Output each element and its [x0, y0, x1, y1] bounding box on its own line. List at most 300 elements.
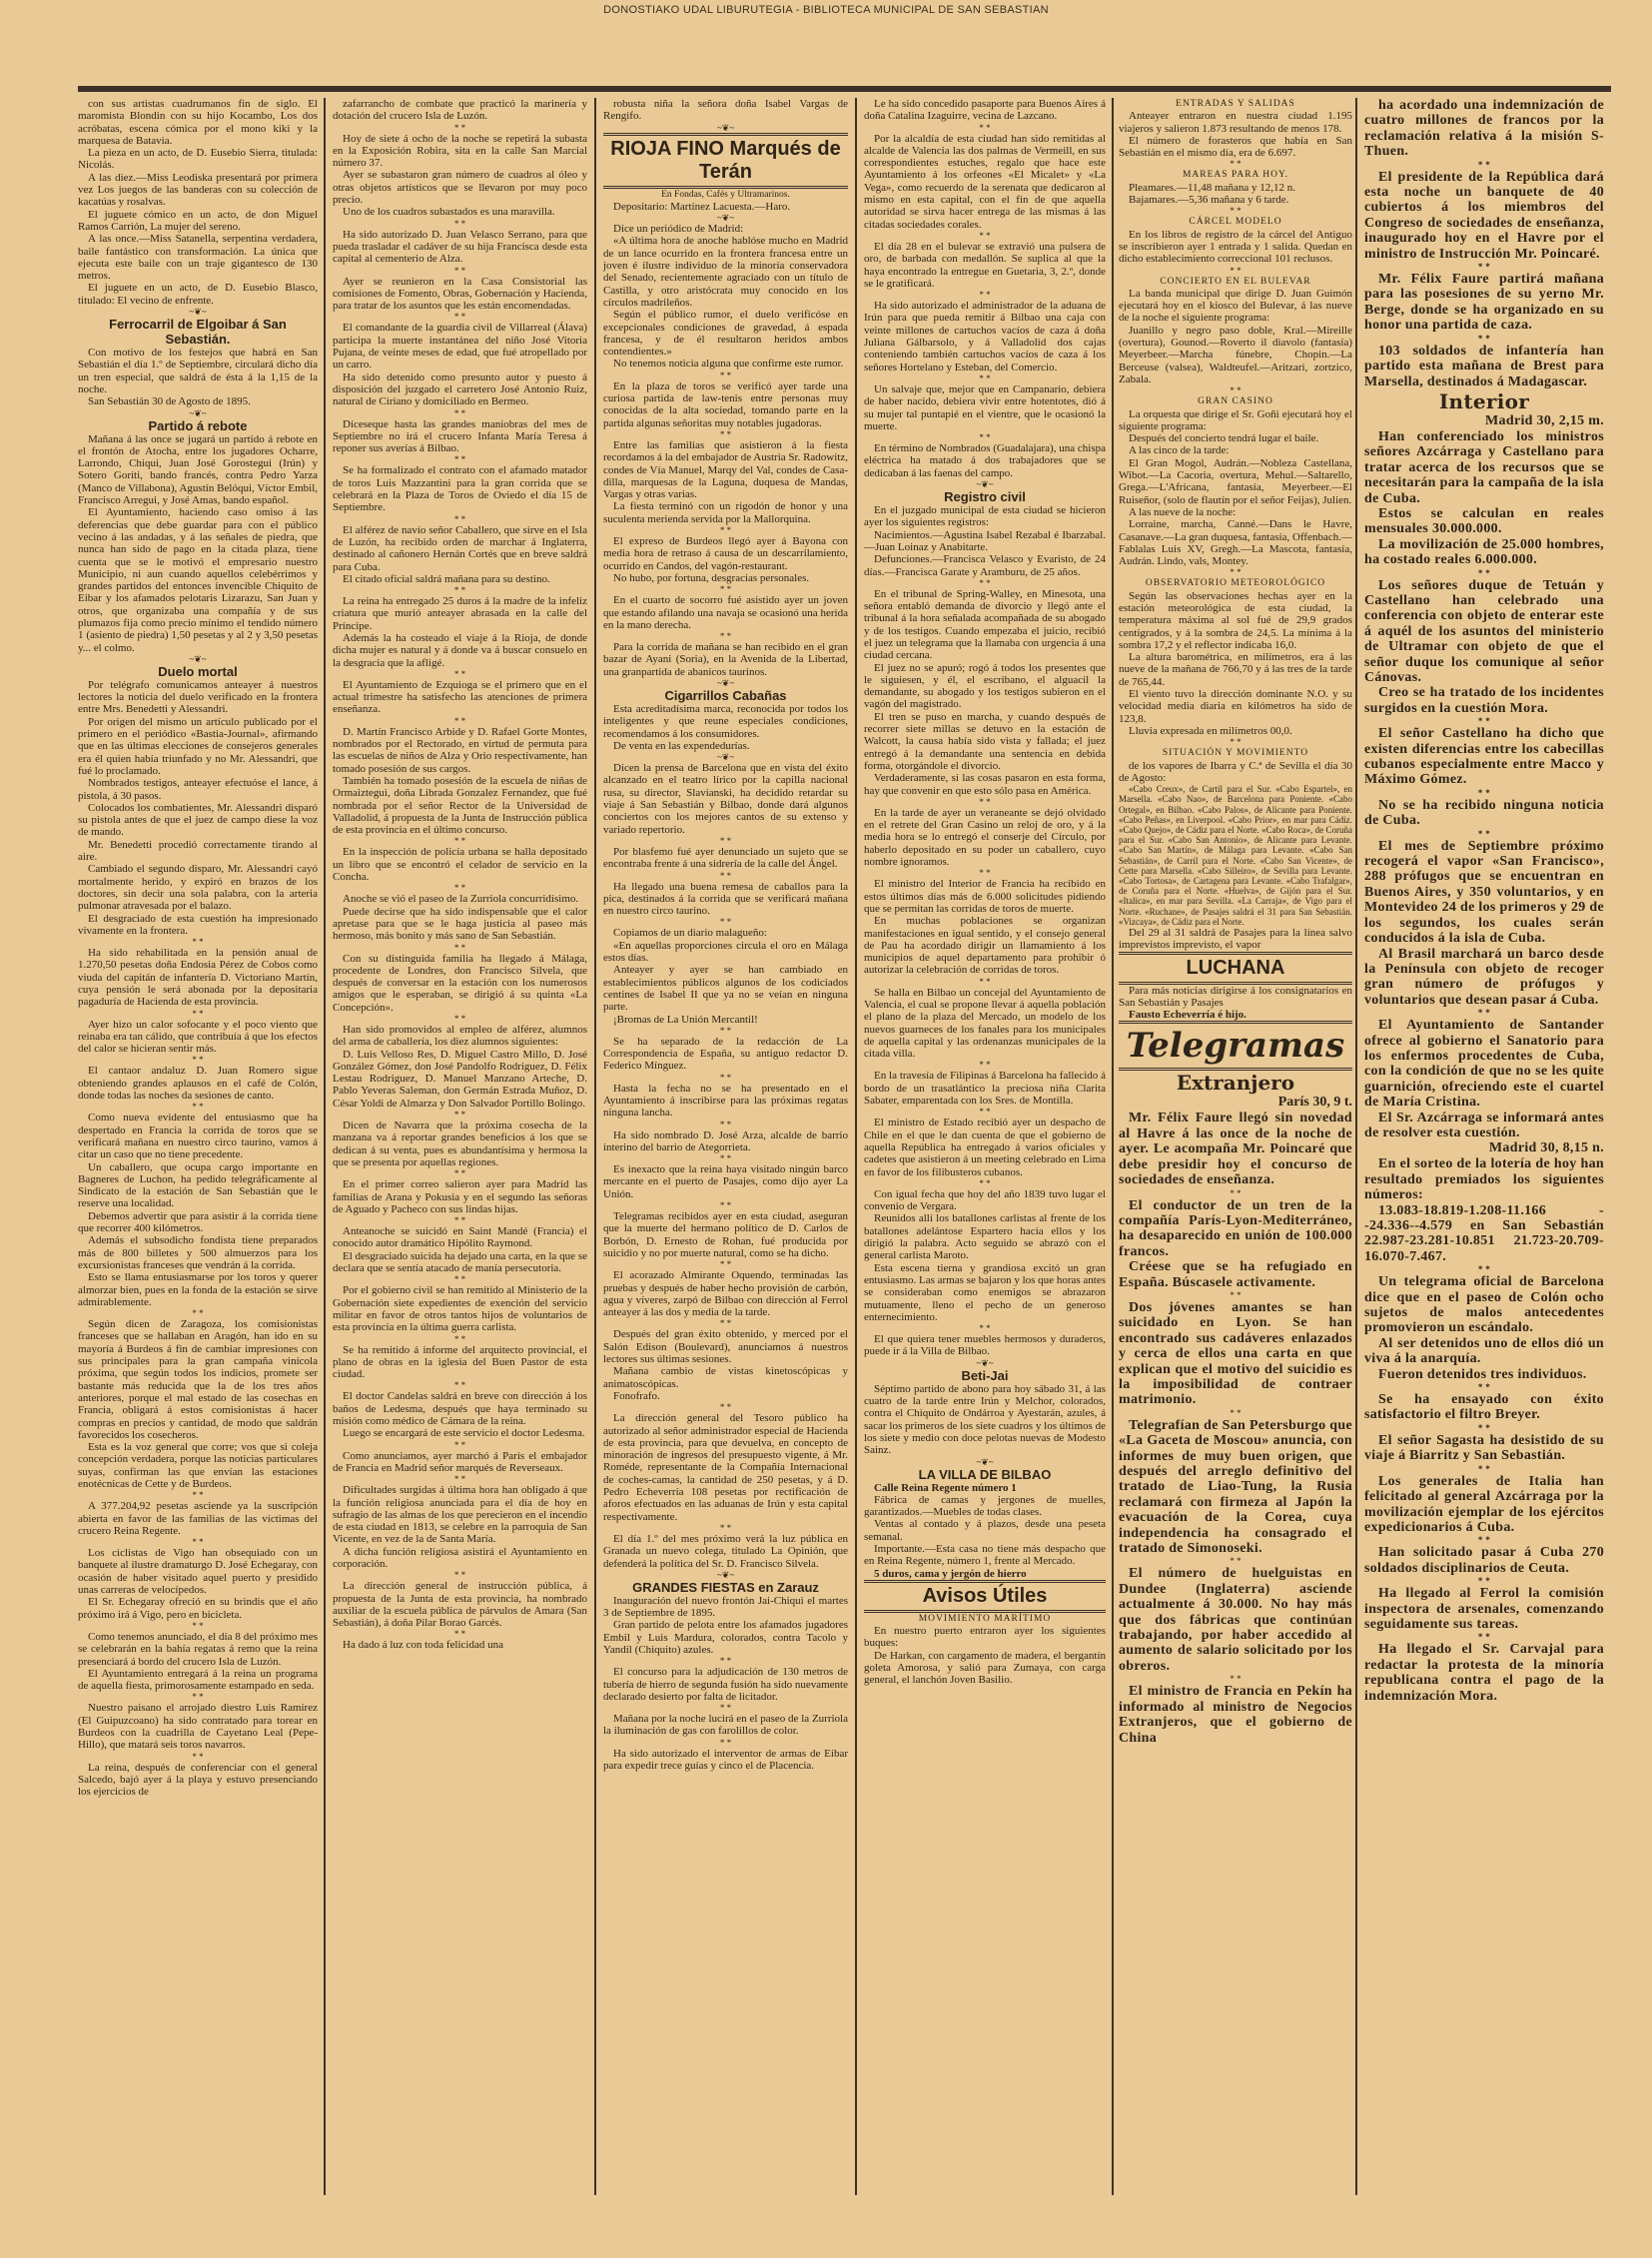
column-1: [78, 98, 318, 1799]
paragraph: El viento tuvo la dirección dominante N.O. y su velocidad media diaria en kilómetros ha sido de 123,8.: [1119, 688, 1352, 725]
ornament-separator: * *: [719, 1072, 732, 1083]
paragraph: Como anunciamos, ayer marchó á París el embajador de Francia en Madrid señor marqués de Reverseaux.: [333, 1449, 587, 1474]
bold-paragraph: No se ha recibido ninguna noticia de Cuba.: [1364, 797, 1604, 829]
ornament-separator: * *: [1230, 567, 1241, 578]
paragraph: Ha sido autorizado D. Juan Velasco Serrano, para que pueda trasladar el cadáver de su hija Francisca desde esta capital al cementerio de Alza.: [333, 228, 587, 266]
paragraph: Además la ha costeado el viaje á la Rioja, de donde dicha mujer es natural y á donde va á buscar consuelo en la desgracia que la afligé.: [333, 631, 587, 669]
paragraph: Los ciclistas de Vigo han obsequiado con un banquete al ilustre dramaturgo D. José Echegaray, con ocasión de haber visitado aquel puerto y presidido unas carreras de velocípedos.: [78, 1547, 318, 1597]
article-heading: Beti-Jai: [961, 1367, 1009, 1383]
ornament-separator: * *: [192, 1102, 204, 1113]
bold-paragraph: Han conferenciado los ministros señores Azcárraga y Castellano para tratar acerca de los recursos que se necesitarán para la campaña de la isla de Cuba.: [1364, 428, 1604, 506]
paragraph: Esta acreditadísima marca, reconocida por todos los inteligentes y que reune especiales condiciones, recomendamos á los consumidores.: [603, 702, 848, 740]
paragraph: El tren se puso en marcha, y cuando después de recorrer siete millas se detuvo en la estación de Walcott, la causa había sido vista y fallada; el juez entregó á la demandante una sentencia en debida forma, otorgándole el divorcio.: [864, 710, 1106, 772]
paragraph: Por el gobierno civil se han remitido al Ministerio de la Gobernación siete expedientes de exención del servicio militar en favor de otros tantos hijos de voluntarios de esta provincia en la última guerra carlista.: [333, 1284, 587, 1334]
paragraph: La altura barométrica, en milímetros, era á las nueve de la mañana de 766,70 y á las tres de la tarde de 765,44.: [1119, 651, 1352, 688]
paragraph: Como tenemos anunciado, el día 8 del próximo mes se celebrarán en la bahía regatas á remo que la reina presenciará á bordo del crucero Isla de Luzón.: [78, 1630, 318, 1668]
ornament-separator: * *: [719, 1200, 732, 1211]
paragraph: Con su distinguida familia ha llegado á Málaga, procedente de Londres, don Francisco Silvela, que después de conversar en la estación con los numerosos amigos que le esperaban, se dirigió á su quinta «La Concepción».: [333, 952, 587, 1014]
paragraph: La reina ha entregado 25 duros á la madre de la infeliz criatura que murió anteayer abrasada en la calle del Príncipe.: [333, 595, 587, 632]
paragraph: En el cuarto de socorro fué asistido ayer un joven que estando afilando una navaja se ocasionó una herida en la mano derecha.: [603, 594, 848, 631]
section-subheading: CONCIERTO EN EL BULEVAR: [1160, 276, 1311, 287]
ornament-separator: ~❦~: [716, 122, 735, 133]
paragraph: Como nueva evidente del entusiasmo que ha despertado en Francia la corrida de toros que se verificará mañana en nuestro circo taurino, vamos á citar un caso que no tiene precedente.: [78, 1112, 318, 1161]
paragraph: con sus artistas cuadrumanos fin de siglo. El maromista Blondin con su hijo Kocambo, Los dos acróbatas, escena cómica por el mono kiki y la marquesa de Batavia.: [78, 98, 318, 147]
paragraph: Por telégrafo comunicamos anteayer á nuestros lectores la noticia del duelo verificado en la frontera entre Mrs. Benedetti y Alessandri.: [78, 678, 318, 716]
dateline: París 30, 9 t.: [1277, 1095, 1352, 1111]
paragraph: La banda municipal que dirige D. Juan Guimón ejecutará hoy en el kiosco del Bulevar, á las nueve de la noche el siguiente programa:: [1119, 287, 1352, 325]
paragraph: D. Luis Velloso Res, D. Miguel Castro Millo, D. José González Gómez, don José Pandolfo Rodriguez, D. Félix Lestau Rodriguez, D. Manuel Manzano Arteche, D. Pablo Yeveras Saleman, don Germán Estrada Muñoz, D. César Yoldi de Almarza y Don Salvador Portillo Bolingo.: [333, 1048, 587, 1110]
ornament-separator: * *: [719, 1522, 732, 1533]
paragraph: Mañana á las once se jugará un partido á rebote en el frontón de Atocha, entre los jugadores Ocharre, Larrondo, Chiqui, Juan José Gorostegui (Irún) y Sotero Goríti, bando francés, contra Pedro Yarza (Manco de Villabona), Agustín Belóqui, Víctor Embil, Francisco Arregui, y José Amas, bando español.: [78, 432, 318, 507]
paragraph: La dirección general del Tesoro público ha autorizado al señor administrador especial de Hacienda de esta provincia, para que devuelva, en concepto de minoración de ingresos del presupuesto vigente, á Mr. Roméde, representante de la Compañía Internacional de coches-camas, la cantidad de 250 pesetas, y á D. Pedro Echeverría 108 pesetas por rectificación de aforos efectuados en las aduanas de Irún y esta capital respectivamente.: [603, 1412, 848, 1523]
paragraph: Mañana por la noche lucirá en el paseo de la Zurriola la iluminación de gas con farolillos de color.: [603, 1713, 848, 1738]
ornament-separator: * *: [719, 835, 732, 846]
paragraph: A las once.—Miss Satanella, serpentina verdadera, baile fantástico con transformación. La única que ejecuta este baile con un traje gigantesco de 130 metros.: [78, 233, 318, 283]
paragraph: Fonofrafo.: [613, 1389, 660, 1402]
column-2: [333, 98, 587, 1652]
paragraph: Ayer se reunieron en la Casa Consistorial las comisiones de Fomento, Obras, Gobernación y Hacienda, para tratar de los asuntos que les están encomendadas.: [333, 275, 587, 313]
paragraph: Inauguración del nuevo frontón Jai-Chiqui el martes 3 de Septiembre de 1895.: [603, 1594, 848, 1620]
paragraph: El doctor Candelas saldrá en breve con dirección á los baños de Ledesma, después que haya terminado su misión como médico de Cámara de la reina.: [333, 1390, 587, 1428]
paragraph: Ha sido rehabilitada en la pensión anual de 1.270,50 pesetas doña Endosia Pérez de Cobos como viuda del capitán de infantería D. Victoriano Martín, cuya pensión le será abonada por la depositaria pagaduría de Hacienda de esta provincia.: [78, 947, 318, 1009]
ornament-separator: * *: [192, 1692, 204, 1703]
ornament-separator: * *: [453, 942, 466, 953]
paragraph: robusta niña la señora doña Isabel Vargas de Rengifo.: [603, 98, 848, 123]
paragraph: No tenemos noticia alguna que confirme este rumor.: [613, 358, 844, 371]
paragraph: En la plaza de toros se verificó ayer tarde una curiosa partida de law-tenis entre personas muy conocidas de la alta sociedad, tomando parte en la partida algunas señoritas muy notables jugadoras.: [603, 379, 848, 429]
paragraph: El Gran Mogol, Audrán.—Nobleza Castellana, Wibot.—La Cacoria, overtura, Mehul.—Saltarello, Grega.—L'Africana, fantasía, Meyerbeer.—El Ruiseñor, (solo de flautín por el señor Feijas), Julien.: [1119, 456, 1352, 506]
bold-paragraph: El presidente de la República dará esta noche un banquete de 40 cubiertos á los miembros del Congreso de sociedades de enseñanza, inaugurado hoy en el Havre por el ministro de Instrucción Mr. Poincaré.: [1364, 169, 1604, 262]
ornament-separator: * *: [192, 1055, 204, 1066]
ornament-separator: * *: [1477, 1422, 1491, 1433]
bold-paragraph: El Ayuntamiento de Santander ofrece al gobierno el Sanatorio para los enfermos procedentes de Cuba, con la condición de que no se les quite guarnición, ofreciendo este el cuartel de María Cristina.: [1364, 1018, 1604, 1111]
ornament-separator: * *: [453, 1570, 466, 1581]
bold-paragraph: El Sr. Azcárraga se informará antes de resolver esta cuestión.: [1364, 1110, 1604, 1140]
paragraph: Esta escena tierna y grandiosa excitó un gran entusiasmo. Las armas se bajaron y los que horas antes se consideraban como enemigos se abrazaron mutuamente, lleno el pecho de un generoso enternecimiento.: [864, 1261, 1106, 1323]
paragraph: Anteanoche se suicidó en Saint Mandé (Francia) el conocido autor dramático Hipólito Raymond.: [333, 1225, 587, 1250]
paragraph: Dicen la prensa de Barcelona que en vista del éxito alcanzado en el teatro lírico por la capilla nacional rusa, su director, Slavianski, ha decidido retardar su viaje á San Sebastián y Bilbao, donde dará algunos conciertos con los mejores cantos de su extenso y variado repertorio.: [603, 762, 848, 836]
dateline: Madrid 30, 8,15 n.: [1488, 1140, 1604, 1156]
paragraph: El juguete cómico en un acto, de don Miguel Ramos Carrión, La mujer del sereno.: [78, 208, 318, 233]
column-divider: [855, 98, 857, 2195]
ornament-separator: * *: [453, 883, 466, 894]
paragraph: Después del gran éxito obtenido, y merced por el Salón Edison (Boulevard), anunciamos á nuestros lectores sus últimas sesiones.: [603, 1328, 848, 1366]
paragraph: El comandante de la guardia civil de Villarreal (Álava) participa la muerte instantánea del niño José Vitoria Pujana, de veinte meses de edad, que fué atropellado por un carro.: [333, 322, 587, 372]
paragraph: Entre las familias que asistieron á la fiesta recordamos á la del embajador de Austria Sr. Radowitz, condes de Vía Manuel, Marqy del Val, condes de Casa-dilla, marquesas de la Laguna, duquesa de Mandas, Vargas y otras varias.: [603, 438, 848, 501]
telegramas-masthead: Telegramas: [1119, 1021, 1352, 1071]
ornament-separator: * *: [1477, 787, 1491, 798]
paragraph: En el tribunal de Spring-Walley, en Minesota, una señora entabló demanda de divorcio y llegó ante el tribunal á la hora señalada acompañada de su abogado y de los testigos. Cuando empezaba el juicio, recibió el juez un telegrama que la llamaba con urgencia á una ciudad cercana.: [864, 587, 1106, 662]
paragraph: A las diez.—Miss Leodiska presentará por primera vez Los juegos de las banderas con su colección de kacatúas y rosalvas.: [78, 171, 318, 209]
column-divider: [1355, 98, 1357, 2195]
paragraph: Se ha separado de la redacción de La Correspondencia de España, su antiguo redactor D. Federico Mínguez.: [603, 1035, 848, 1073]
ornament-separator: * *: [979, 290, 991, 301]
ornament-separator: * *: [719, 370, 732, 380]
paragraph: Le ha sido concedido pasaporte para Buenos Aires á doña Catalina Izaguirre, vecina de Lazcano.: [864, 98, 1106, 123]
ornament-separator: * *: [719, 1737, 732, 1748]
ornament-separator: * *: [719, 917, 732, 928]
paragraph: Ventas al contado y á plazos, desde una peseta semanal.: [864, 1518, 1106, 1543]
ornament-separator: * *: [453, 668, 466, 679]
paragraph: Es inexacto que la reina haya visitado ningún barco mercante en el puerto de Pasajes, como dijo ayer La Unión.: [603, 1163, 848, 1200]
paragraph: El acorazado Almirante Oquendo, terminadas las pruebas y después de haber hecho provisión de carbón, agua y víveres, zarpó de Bilbao con dirección al Ferrol anteayer á las dos y media de la tarde.: [603, 1269, 848, 1319]
ornament-separator: * *: [979, 122, 991, 133]
paragraph: Calle Reina Regente número 1: [874, 1481, 1017, 1494]
ornament-separator: * *: [979, 796, 991, 807]
ornament-separator: * *: [979, 373, 991, 383]
ornament-separator: * *: [1230, 159, 1241, 170]
column-3: [603, 98, 848, 1772]
paragraph: Colocados los combatientes, Mr. Alessandri disparó su pistola antes de que el juez de campo diese la voz de mando.: [78, 801, 318, 839]
paragraph: El Ayuntamiento de Ezquioga se el primero que en el actual trimestre ha satisfecho las atenciones de primera enseñanza.: [333, 678, 587, 716]
ornament-separator: * *: [1230, 206, 1241, 217]
paragraph: Se halla en Bilbao un concejal del Ayuntamiento de Valencia, el cual se propone llevar á aquella población el plano de la plaza del Mercado, un modelo de los nuevos guarneces de los fanales para los municipales de aquella capital y las ordenanzas municipales de la citada villa.: [864, 986, 1106, 1061]
paragraph: ¡Bromas de La Unión Mercantil!: [613, 1013, 758, 1026]
ornament-separator: * *: [453, 1474, 466, 1485]
paragraph: Ha sido autorizado el interventor de armas de Eibar para expedir trece guías y cinco el de Placencia.: [603, 1747, 848, 1773]
ornament-separator: * *: [453, 585, 466, 596]
ornament-separator: ~❦~: [716, 752, 735, 763]
paragraph: En la inspección de policía urbana se halla depositado un libro que se encontró el celador de servicio en la Concha.: [333, 846, 587, 884]
bold-paragraph: Los generales de Italia han felicitado al general Azcárraga por la movilización ejemplar de los ejércitos expedicionarios á Cuba.: [1364, 1473, 1604, 1535]
paragraph: El desgraciado suicida ha dejado una carta, en la que se declara que se sentía atacado de manía persecutoria.: [333, 1249, 587, 1275]
paragraph: En muchas poblaciones se organizan manifestaciones en igual sentido, y el consejo general de Pau ha acordado dirigir un llamamiento á los municipios de aquel departamento para prohibir ó autorizar la celebración de corridas de toros.: [864, 915, 1106, 977]
paragraph: En el primer correo salieron ayer para Madrid las familias de Arana y Pokusia y en el segundo las señoras de Aguado y Pacheco con sus lindas hijas.: [333, 1178, 587, 1215]
column-divider: [1112, 98, 1114, 2195]
paragraph: A las nueve de la noche:: [1129, 505, 1237, 518]
paragraph: El expreso de Burdeos llegó ayer á Bayona con media hora de retraso á causa de un descarrilamiento, ocurrido en Candos, del vagón-restaurant.: [603, 535, 848, 572]
section-heading: Extranjero: [1176, 1071, 1295, 1096]
bold-paragraph: 13.083-18.819-1.208-11.166 --24.336--4.579 en San Sebastián 22.987-23.281-10.851 21.723-20.709-16.070-7.467.: [1364, 1202, 1604, 1264]
paragraph: Fausto Echeverría é hijo.: [1129, 1009, 1246, 1022]
paragraph: A dicha función religiosa asistirá el Ayuntamiento en corporación.: [333, 1545, 587, 1570]
ornament-separator: * *: [719, 1703, 732, 1714]
ornament-separator: * *: [1477, 828, 1491, 839]
article-heading: Partido á rebote: [148, 417, 248, 433]
bold-paragraph: La movilización de 25.000 hombres, ha costado reales 6.000.000.: [1364, 536, 1604, 568]
paragraph: Para más noticias dirigirse á los consignatarios en San Sebastián y Pasajes: [1119, 984, 1352, 1009]
ornament-separator: * *: [192, 1751, 204, 1762]
paragraph: El alférez de navío señor Caballero, que sirve en el Isla de Luzón, ha recibido orden de marchar á Inglaterra, destinado al cañonero Hernán Cortés que en breve saldrá para Cuba.: [333, 523, 587, 573]
bold-paragraph: Créese que se ha refugiado en España. Búscasele activamente.: [1119, 1259, 1352, 1290]
paragraph: El cantaor andaluz D. Juan Romero sigue obteniendo grandes aplausos en el café de Colón, donde todas las noches da sesiones de canto.: [78, 1065, 318, 1103]
paragraph: Dice un periódico de Madrid:: [613, 223, 744, 236]
paragraph: Nuestro paisano el arrojado diestro Luis Ramírez (El Guipuzcoano) ha sido contratado para torear en Burdeos con la cuadrilla de Cayetano Leal (Pepe-Hillo), que matará seis toros navarros.: [78, 1702, 318, 1752]
ornament-separator: * *: [192, 1537, 204, 1548]
paragraph: Pleamares.—11,48 mañana y 12,12 n.: [1129, 181, 1295, 194]
section-subheading: CÁRCEL MODELO: [1189, 217, 1282, 228]
paragraph: Anteayer entraron en nuestra ciudad 1.195 viajeros y salieron 1.873 resultando de menos 178.: [1119, 110, 1352, 135]
ornament-separator: * *: [192, 1008, 204, 1019]
paragraph: Un salvaje que, mejor que en Campanario, debiera de haber nacido, debiera vivir entre hotentotes, dió á su mujer tal puntapié en el vientre, que le ocasionó la muerte.: [864, 382, 1106, 432]
column-divider: [594, 98, 596, 2195]
paragraph: Lorraine, marcha, Canné.—Dans le Havre, Casanave.—La gran duquesa, fantasía, Offenbach.—Fablalas Luis XV, Gregh.—La Mascota, fantasía, Audrán. Lindo, vals, Montey.: [1119, 518, 1352, 568]
paragraph: En la travesía de Filipinas á Barcelona ha fallecido á bordo de un trasatlántico la preciosa niña Clarita Sabater, emparentada con los Sres. de Montilla.: [864, 1070, 1106, 1108]
bold-paragraph: El mes de Septiembre próximo recogerá el vapor «San Francisco», 288 prófugos que se encuentran en Buenos Aires, y 350 voluntarios, y en Montevideo 24 de los primeros y 29 de los segundos, los cuales serán conducidos á la isla de Cuba.: [1364, 838, 1604, 947]
bold-paragraph: Se ha ensayado con éxito satisfactorio el filtro Breyer.: [1364, 1392, 1604, 1423]
article-heading: Duelo mortal: [158, 663, 238, 679]
paragraph: La reina, después de conferenciar con el general Salcedo, bajó ayer á la playa y estuvo presenciando los ejercicios de: [78, 1761, 318, 1799]
article-heading: GRANDES FIESTAS en Zarauz: [632, 1579, 819, 1595]
paragraph: De venta en las expendedurías.: [613, 739, 750, 752]
ornament-separator: * *: [453, 1629, 466, 1640]
paragraph: Han sido promovidos al empleo de alférez, alumnos del arma de caballería, los diez alumnos siguientes:: [333, 1024, 587, 1049]
paragraph: En término de Nombrados (Guadalajara), una chispa eléctrica ha matado á dos trabajadores que se dedicaban á las faenas del campo.: [864, 442, 1106, 479]
paragraph: Dificultades surgidas á última hora han obligado á que la función religiosa anunciada para el día de hoy en sufragio de las almas de los que perecieron en el incendio de esta ciudad en 1813, se celebre en la parroquia de San Vicente, en vez de la de Santa María.: [333, 1484, 587, 1546]
column-6-telegrams: [1364, 98, 1604, 1704]
section-subheading: MOVIMIENTO MARÍTIMO: [918, 1613, 1052, 1624]
paragraph: zafarrancho de combate que practicó la marinería y dotación del crucero Isla de Luzón.: [333, 98, 587, 123]
paragraph: Nombrados testigos, anteayer efectuóse el lance, á pistola, á 30 pasos.: [78, 777, 318, 802]
article-heading: Ferrocarril de Elgoibar á San Sebastián.: [109, 317, 287, 348]
ornament-separator: * *: [719, 1119, 732, 1129]
ornament-separator: * *: [453, 836, 466, 847]
paragraph: No hubo, por fortuna, desgracias personales.: [613, 571, 810, 584]
ornament-separator: ~❦~: [189, 653, 207, 664]
paragraph: Luego se encargará de este servicio el doctor Ledesma.: [343, 1427, 585, 1440]
paragraph: 5 duros, cama y jergón de hierro: [874, 1567, 1027, 1580]
paragraph: Debemos advertir que para asistir á la corrida tiene que recorrer 400 kilómetros.: [78, 1209, 318, 1235]
paragraph: Ha sido detenido como presunto autor y puesto á disposición del juzgado el carretero José Antonio Ruiz, natural de Ciriano y domiciliado en Bermeo.: [333, 371, 587, 408]
section-heading: Interior: [1438, 388, 1530, 413]
ornament-separator: ~❦~: [976, 1456, 994, 1467]
bold-paragraph: Han solicitado pasar á Cuba 270 soldados disciplinarios de Ceuta.: [1364, 1545, 1604, 1576]
ornament-separator: * *: [1477, 1382, 1491, 1393]
paragraph: El ministro del Interior de Francia ha recibido en estos últimos días más de 6.000 solicitudes pidiendo que se permitan las corridas de toros de muerte.: [864, 878, 1106, 915]
advertisement-title: LUCHANA: [1119, 952, 1352, 985]
ornament-separator: ~❦~: [716, 677, 735, 688]
ornament-separator: * *: [1477, 1535, 1491, 1546]
paragraph: Después del concierto tendrá lugar el baile.: [1129, 432, 1319, 445]
top-rule: [78, 86, 1611, 92]
bold-paragraph: Creo se ha tratado de los incidentes surgidos en la cuestión Mora.: [1364, 685, 1604, 716]
paragraph: Bajamares.—5,36 mañana y 6 tarde.: [1129, 194, 1289, 207]
paragraph: El Ayuntamiento, haciendo caso omiso á las deferencias que debe guardar para con el público vecino á las andadas, y á las señales de piedra, que nunca han sido de pago en la citada plaza, tiene cuenta que se le motivó el empresario nuestro Municipio, ni aun cuando aquellos celebérrimos y grandes partidos del entonces invencible Chiquito de Eibar y los afamados pelotaris Lizarazu, San Juan y otros, que organizaba una compañía y de sus plumazos fija como precio mínimo el tendido número 1 (asiento de piedra) 1,50 pesetas y al 2 y 3,50 pesetas y... el colmo.: [78, 506, 318, 654]
article-heading: Cigarrillos Cabañas: [664, 687, 787, 703]
ornament-separator: * *: [1477, 1264, 1491, 1275]
ornament-separator: * *: [453, 312, 466, 323]
ornament-separator: * *: [979, 230, 991, 241]
paragraph: Esto se llama entusiasmarse por los toros y querer almorzar bien, pues en la fonda de la estación se sirve admirablemente.: [78, 1271, 318, 1308]
ornament-separator: * *: [1477, 1463, 1491, 1474]
archive-banner: DONOSTIAKO UDAL LIBURUTEGIA - BIBLIOTECA MUNICIPAL DE SAN SEBASTIAN: [603, 4, 1049, 16]
paragraph: El juguete en un acto, de D. Eusebio Blasco, titulado: El vecino de enfrente.: [78, 282, 318, 307]
bold-paragraph: El número de huelguistas en Dundee (Inglaterra) asciende actualmente á 30.000. No hay más que dos fábricas que continúan trabajando, por haber accedido al aumento de salario solicitado por los obreros.: [1119, 1566, 1352, 1674]
paragraph: Ha sido autorizado el administrador de la aduana de Irún para que pueda remitir á Bilbao una caja con veinte millones de cartuchos vacíos de caza á doña Juliana Gálbarsolo, y á Valladolid dos cajas conteniendo también cartuchos vacíos de caza á los señores Hortelano y Esteban, del Comercio.: [864, 300, 1106, 374]
bold-paragraph: El conductor de un tren de la compañía París-Lyon-Mediterráneo, ha desaparecido en unión de 100.000 francos.: [1119, 1197, 1352, 1259]
ornament-separator: * *: [453, 407, 466, 418]
paragraph: Telegramas recibidos ayer en esta ciudad, aseguran que la muerte del hermano político de D. Carlos de Borbón, D. Ernesto de Rohan, fué producida por suicidio y no por muerte natural, como se ha dicho.: [603, 1210, 848, 1259]
ornament-separator: * *: [1477, 716, 1491, 727]
ornament-separator: * *: [1477, 1576, 1491, 1587]
bold-paragraph: Los señores duque de Tetuán y Castellano han celebrado una conferencia con objeto de enterar este á aquél de los asuntos del ministerio de Ultramar con objeto de que el señor duque los comunique al señor Cánovas.: [1364, 577, 1604, 685]
paragraph: Además el subsodicho fondista tiene preparados más de 800 billetes y 500 almuerzos para los excursionistas franceses que vendrán á la corrida.: [78, 1234, 318, 1271]
paragraph: San Sebastián 30 de Agosto de 1895.: [88, 395, 251, 408]
ornament-separator: * *: [979, 432, 991, 443]
paragraph: De Harkan, con cargamento de madera, el bergantín goleta Amorosa, y salió para Zumaya, con carga general, el lanchón Joven Basilio.: [864, 1649, 1106, 1687]
ornament-separator: * *: [1230, 1407, 1241, 1418]
paragraph: «En aquellas proporciones circula el oro en Málaga estos días.: [603, 939, 848, 965]
ornament-separator: * *: [719, 1259, 732, 1270]
paragraph: En la tarde de ayer un veraneante se dejó olvidado en el retrete del Gran Casino un reloj de oro, y á la media hora se lo entregó el conserje del Círculo, por haberlo depositado en su poder un caballero, cuyo nombre ignoramos.: [864, 806, 1106, 869]
ornament-separator: * *: [979, 1107, 991, 1118]
paragraph: Esta es la voz general que corre; vos que si coleja concepción verdadera, porque las noticias particulares suyas, confirman las que envían las estaciones enotécnicas de Cette y de Burdeos.: [78, 1441, 318, 1490]
paragraph: Hasta la fecha no se ha presentado en el Ayuntamiento á inscribirse para las próximas regatas ninguna lancha.: [603, 1082, 848, 1120]
paragraph: Uno de los cuadros subastados es una maravilla.: [343, 206, 555, 219]
paragraph: Importante.—Esta casa no tiene más despacho que en Reina Regente, número 1, frente al Mercado.: [864, 1542, 1106, 1568]
paragraph: Por la alcaldía de esta ciudad han sido remitidas al alcalde de Valencia las dos palmas de Vermeill, en sus correspondientes estuches, regalo que hace este Ayuntamiento á los orfeones «El Micalet» y «La Vega», como recuerdo de la serenata que dedicaron al mismo en esta capital, con el fin de que aquella autoridad se sirva hacer entrega de las mismas á las citadas sociedades corales.: [864, 132, 1106, 231]
paragraph: Anoche se vió el paseo de la Zurriola concurridísimo.: [343, 893, 579, 906]
section-subheading: ENTRADAS Y SALIDAS: [1176, 99, 1295, 109]
bold-paragraph: Ha llegado el Sr. Carvajal para redactar la protesta de la minoría republicana contra el pago de la indemnización Mora.: [1364, 1642, 1604, 1704]
ornament-separator: * *: [453, 1333, 466, 1344]
ornament-separator: * *: [979, 1177, 991, 1188]
paragraph: Séptimo partido de abono para hoy sábado 31, á las cuatro de la tarde entre Irún y Melchor, colorados, contra el Chiquito de Ondárroa y Ayestarán, azules, á sacar los primeros de los siete cuadros y los últimos de los siete y medio con doce pelotas nuevas de Modesto Sainz.: [864, 1382, 1106, 1457]
paragraph: La pieza en un acto, de D. Eusebio Sierra, titulada: Nicolás.: [78, 147, 318, 172]
paragraph: Gran partido de pelota entre los afamados jugadores Embil y Luis Mardura, colorados, contra Tacolo y Yandil (Chiquito) azules.: [603, 1619, 848, 1656]
paragraph: En nuestro puerto entraron ayer los siguientes buques:: [864, 1625, 1106, 1650]
paragraph: Por origen del mismo un artículo publicado por el primero en el periódico «Bastia-Journal», afirmando que en las últimas elecciones de consejeros generales era él quien había triunfado y no Mr. Alessandri, que fué lo proclamado.: [78, 715, 318, 777]
paragraph: Copiamos de un diario malagueño:: [613, 927, 767, 940]
ornament-separator: * *: [1230, 1289, 1241, 1300]
paragraph: La orquesta que dirige el Sr. Goñi ejecutará hoy el siguiente programa:: [1119, 407, 1352, 432]
advertisement-subtext: En Fondas, Cafés y Ultramarinos.: [661, 189, 790, 200]
ornament-separator: * *: [192, 1620, 204, 1631]
paragraph: Cambiado el segundo disparo, Mr. Alessandri cayó mortalmente herido, y expiró en brazos de los doctores, sin decir una sola palabra, con la arteria pulmonar atravesada por el balazo.: [78, 863, 318, 913]
paragraph: En el juzgado municipal de esta ciudad se hicieron ayer los siguientes registros:: [864, 504, 1106, 529]
ornament-separator: * *: [453, 1215, 466, 1226]
bold-paragraph: 103 soldados de infantería han partido esta mañana de Brest para Marsella, destinados á Madagascar.: [1364, 343, 1604, 389]
ornament-separator: * *: [719, 584, 732, 595]
bold-paragraph: En el sorteo de la lotería de hoy han resultado premiados los siguientes números:: [1364, 1156, 1604, 1203]
paragraph: El juez no se apuró; rogó á todos los presentes que le siguiesen, y él, el escribano, el alguacil la demandante, su abogado y los testigos subieron en el vagón del magistrado.: [864, 661, 1106, 711]
ornament-separator: * *: [719, 428, 732, 439]
bold-paragraph: Al ser detenidos uno de ellos dió un viva á la anarquía.: [1364, 1335, 1604, 1367]
paragraph: Mr. Benedetti procedió correctamente tirando al aire.: [78, 838, 318, 864]
ornament-separator: * *: [192, 937, 204, 948]
paragraph: También ha tomado posesión de la escuela de niñas de Ormaiztegui, doña Librada Gonzalez Fernandez, que fué nombrada por el señor Rector de la Universidad de Valladolid, á propuesta de la Junta de Instrucción pública de esta provincia en el último concurso.: [333, 774, 587, 837]
ornament-separator: * *: [453, 513, 466, 524]
advertisement-title: RIOJA FINO Marqués de Terán: [603, 133, 848, 189]
ornament-separator: ~❦~: [976, 479, 994, 490]
paragraph: Lluvia expresada en milímetros 00,0.: [1129, 724, 1292, 737]
paragraph: Según dicen de Zaragoza, los comisionistas franceses que se hallaban en Aragón, han ido en su mayoría á Burdeos á fin de cambiar impresiones con sus principales para la gran campaña vinícola próxima, que según todos los indicios, promete ser bastante más reducida que la de los tres años anteriores, porque el mal estado de las cosechas en Francia, obligará á estos comisionistas á hacer compras en precios y cantidad, de modo que saldrán favorecidos los cosecheros.: [78, 1318, 318, 1441]
ornament-separator: * *: [1477, 1632, 1491, 1643]
section-subheading: OBSERVATORIO METEOROLÓGICO: [1145, 578, 1326, 589]
paragraph: Se ha remitido á informe del arquitecto provincial, el plano de obras en la iglesia del Buen Pastor de esta ciudad.: [333, 1343, 587, 1381]
paragraph: «A última hora de anoche hablóse mucho en Madrid de un lance ocurrido en la frontera francesa entre un joven é ilustre individuo de la minoría conservadora del Senado, recientemente agraciado con un título de Castilla, y otro aristócrata muy conocido en los círculos madrileños.: [603, 235, 848, 309]
paragraph: Puede decirse que ha sido indispensable que el calor apretase para que se le haga justicia al paseo más hermoso, más bonito y más sano de San Sebastián.: [333, 905, 587, 943]
ornament-separator: * *: [453, 1110, 466, 1121]
paragraph: Ayer se subastaron gran número de cuadros al óleo y otras objetos artísticos que se llevaron por muy poco precio.: [333, 169, 587, 207]
paragraph: Defunciones.—Francisca Velasco y Evaristo, de 24 días.—Francisca Garate y Aramburu, de 25 años.: [864, 553, 1106, 578]
paragraph: Se ha formalizado el contrato con el afamado matador de toros Luis Mazzantini para la gran corrida que se celebrará en la Plaza de Toros de Oviedo el día 15 de Septiembre.: [333, 464, 587, 514]
paragraph: Depositario: Martínez Lacuesta.—Haro.: [613, 200, 791, 213]
bold-paragraph: Al Brasil marchará un barco desde la Península con objeto de recoger gran número de prófugos y voluntarios que desean pasar á Cuba.: [1364, 946, 1604, 1008]
paragraph: El citado oficial saldrá mañana para su destino.: [343, 572, 550, 585]
ornament-separator: * *: [1477, 567, 1491, 578]
paragraph: El número de forasteros que había en San Sebastián en el mismo día, era de 6.697.: [1119, 134, 1352, 160]
ornament-separator: ~❦~: [976, 1357, 994, 1368]
paragraph: La dirección general de instrucción pública, á propuesta de la Junta de esta provincia, ha nombrado auxiliar de la escuela pública de párvulos de Amara (San Sebastián), á doña Pilar Borao Garcés.: [333, 1580, 587, 1630]
ornament-separator: * *: [453, 1014, 466, 1024]
paragraph: Nacimientos.—Agustina Isabel Rezabal é Ibarzabal.—Juan Loinaz y Anabitarte.: [864, 528, 1106, 553]
paragraph: A 377.204,92 pesetas asciende ya la suscripción abierta en favor de las familias de las víctimas del crucero Reina Regente.: [78, 1500, 318, 1537]
paragraph: El día 1.º del mes próximo verá la luz pública en Granada un nuevo colega, titulado La Opinión, que defenderá la política del Sr. D. Francisco Silvela.: [603, 1532, 848, 1570]
ornament-separator: * *: [719, 631, 732, 642]
paragraph: Según el público rumor, el duelo verificóse en excepcionales condiciones de gravedad, á espada francesa, y de él resultaron heridos ambos contendientes.»: [603, 309, 848, 359]
paragraph: Por blasfemo fué ayer denunciado un sujeto que se encontraba frente á una sidrería de la calle del Ángel.: [603, 845, 848, 871]
paragraph: El Ayuntamiento entregará á la reina un programa de aquella fiesta, primorosamente estampado en seda.: [78, 1667, 318, 1693]
ornament-separator: * *: [1230, 737, 1241, 748]
bold-paragraph: Un telegrama oficial de Barcelona dice que en el paseo de Colón ocho sujetos de malos antecedentes promovieron un escándalo.: [1364, 1274, 1604, 1336]
ornament-separator: ~❦~: [716, 1569, 735, 1580]
column-divider: [324, 98, 326, 2195]
paragraph: Para la corrida de mañana se han recibido en el gran bazar de Ayani (Soria), en la Avenida de la Libertad, una granpartida de abanicos taurinos.: [603, 641, 848, 678]
ornament-separator: * *: [719, 1153, 732, 1164]
paragraph: El que quiera tener muebles hermosos y duraderos, puede ir á la Villa de Bilbao.: [864, 1333, 1106, 1358]
ornament-separator: * *: [1230, 265, 1241, 276]
paragraph: Hoy de siete á ocho de la noche se repetirá la subasta en la Exposición Robira, sita en la calle San Marcial número 37.: [333, 132, 587, 170]
column-5: [1119, 98, 1352, 1746]
ornament-separator: * *: [979, 1060, 991, 1071]
paragraph: Con motivo de los festejos que habrá en San Sebastián el día 1.º de Septiembre, circulará dicho día un tren especial, que saldrá de ésta á la 1,15 de la noche.: [78, 347, 318, 395]
bold-paragraph: Mr. Félix Faure llegó sin novedad al Havre á las once de la noche de ayer. Le acompaña Mr. Poincaré que debe presidir hoy el concurso de sociedades de enseñanza.: [1119, 1111, 1352, 1188]
paragraph: El día 28 en el bulevar se extravió una pulsera de oro, de barbada con medallón. Se suplica al que la haya encontrado la entregue en Guetaria, 3, 2.º, donde se le gratificará.: [864, 240, 1106, 290]
paragraph: El Sr. Echegaray ofreció en su brindis que el año próximo irá á Vigo, pero en bicicleta.: [78, 1596, 318, 1621]
ornament-separator: * *: [1477, 262, 1491, 273]
ornament-separator: * *: [719, 1656, 732, 1667]
paragraph: Un caballero, que ocupa cargo importante en Bagneres de Luchon, ha pedido telegráficamente al Sindicato de la estación de San Sebastián que le reserve una localidad.: [78, 1160, 318, 1210]
paragraph: Verdaderamente, si las cosas pasaron en esta forma, hay que convenir en que esto sólo pasa en América.: [864, 772, 1106, 797]
paragraph: Ayer hizo un calor sofocante y el poco viento que reinaba era tan cálido, que contribuía á que los efectos del calor se hicieran sentir más.: [78, 1018, 318, 1056]
ornament-separator: * *: [719, 870, 732, 881]
ornament-separator: * *: [453, 265, 466, 276]
paragraph: En los libros de registro de la cárcel del Antiguo se inscribieron ayer 1 entrada y 1 salida. Quedan en dicho establecimiento correccional 101 reclusos.: [1119, 228, 1352, 266]
ornament-separator: * *: [192, 1490, 204, 1501]
ornament-separator: * *: [453, 1168, 466, 1179]
bold-paragraph: ha acordado una indemnización de cuatro millones de francos por la reclamación relativa á la misión S-Thuen.: [1364, 98, 1604, 160]
ornament-separator: * *: [453, 1439, 466, 1450]
ornament-separator: * *: [1477, 159, 1491, 170]
bold-paragraph: El señor Castellano ha dicho que existen diferencias entre los cabecillas cubanos especialmente entre Macco y Máximo Gómez.: [1364, 726, 1604, 788]
bold-paragraph: Fueron detenidos tres individuos.: [1378, 1366, 1587, 1382]
ornament-separator: * *: [192, 1308, 204, 1319]
paragraph: Ha sido nombrado D. José Arza, alcalde de barrio interino del barrio de Ategorrieta.: [603, 1129, 848, 1153]
paragraph: El ministro de Estado recibió ayer un despacho de Chile en el que le dan cuenta de que el gobierno de aquella República ha entregado á varios oficiales y cadetes que asistieron á un meeting celebrado en Lima en favor de los filibusteros cubanos.: [864, 1117, 1106, 1178]
paragraph: El desgraciado de esta cuestión ha impresionado vivamente en la frontera.: [78, 912, 318, 937]
paragraph: Díceseque hasta las grandes maniobras del mes de Septiembre no irá el crucero Infanta María Teresa á reponer sus averías á Bilbao.: [333, 417, 587, 455]
ornament-separator: ~❦~: [189, 407, 207, 418]
paragraph: Fábrica de camas y jergones de muelles, garantizados.—Muebles de todas clases.: [864, 1493, 1106, 1519]
paragraph: Según las observaciones hechas ayer en la estación meteorológica de esta ciudad, la temperatura máxima al sol fué de 29,9 grados centígrados, y á la sombra de 24,5. La mínima á la sombra 17,2 y el reflector indicaba 16,0.: [1119, 589, 1352, 651]
ornament-separator: * *: [719, 1402, 732, 1413]
ornament-separator: * *: [453, 122, 466, 133]
ornament-separator: * *: [1230, 1674, 1241, 1685]
paragraph: de los vapores de Ibarra y C.ª de Sevilla el día 30 de Agosto:: [1119, 759, 1352, 784]
ornament-separator: * *: [453, 218, 466, 229]
ornament-separator: * *: [1230, 385, 1241, 396]
paragraph: La fiesta terminó con un rigodón de honor y una suculenta merienda servida por la Mallorquina.: [603, 500, 848, 525]
paragraph: Ha llegado una buena remesa de caballos para la pica, destinados á la corrida que se verificará mañana en nuestro circo taurino.: [603, 880, 848, 918]
bold-paragraph: El ministro de Francia en Pekín ha informado al ministro de Negocios Extranjeros, que el gobierno de China: [1119, 1684, 1352, 1746]
paragraph: Juanillo y negro paso doble, Kral.—Mireille (overtura), Gounod.—Roverto il diavolo (fantasía) Meyerbeer.—Marcha fúnebre, Chopin.—La Berceuse (valsea), Waldteufel.—Aritzari, zortzico, Zabala.: [1119, 324, 1352, 385]
ornament-separator: ~❦~: [716, 213, 735, 224]
ornament-separator: * *: [1477, 1008, 1491, 1019]
ornament-separator: * *: [1477, 333, 1491, 344]
paragraph: Dicen de Navarra que la próxima cosecha de la manzana va á reportar grandes beneficios á los que se dedican á su venta, pues es abundantísima y hermosa la que se presenta por aquellas regiones.: [333, 1120, 587, 1168]
ornament-separator: * *: [719, 1025, 732, 1036]
